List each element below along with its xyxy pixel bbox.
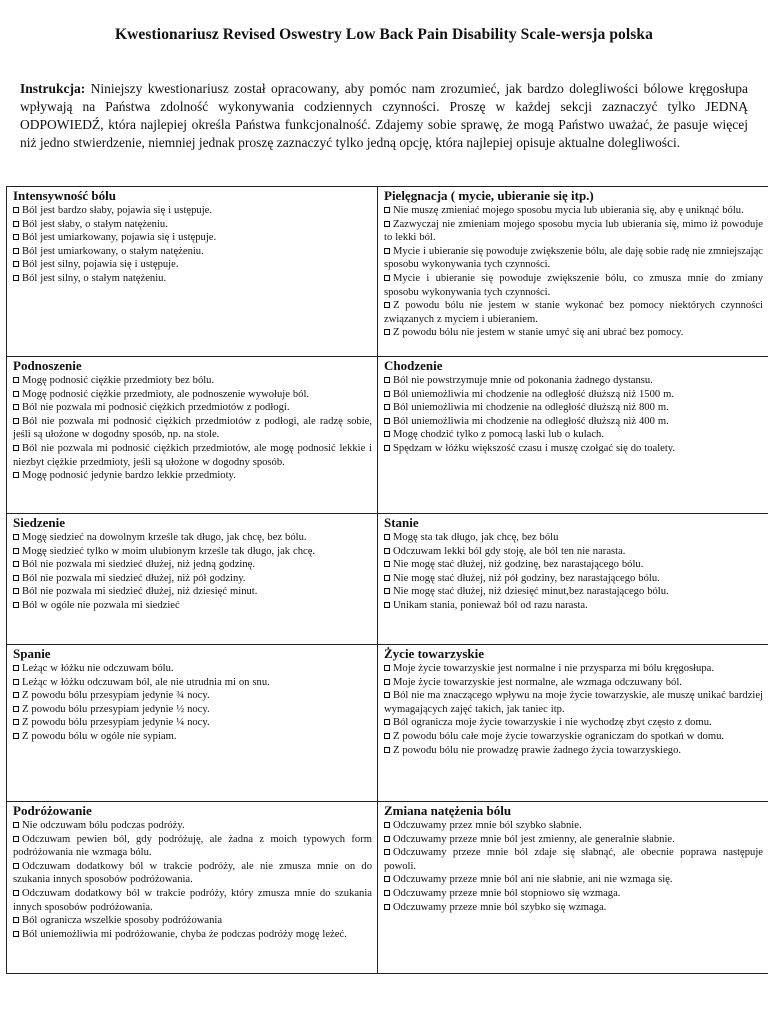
answer-option[interactable] — [13, 689, 372, 703]
answer-option[interactable] — [384, 730, 763, 744]
instructions-text: Niniejszy kwestionariusz został opracowany, aby pomóc nam zrozumieć, jak bardzo dolegliwości bólowe kręgosłupa wpływają na Państwa zdolność wykonywania codziennych czynności. Proszę w każdej sekcji zaznaczyć tylko JEDNĄ ODPOWIEDŹ, która najlepiej określa Państwa funkcjonalność. Zdajemy sobie sprawę, że mogą Państwo uważać, że pasuje więcej niż jedno stwierdzenie, niemniej jednak proszę zaznaczyć tylko jedną opcję, która najlepiej opisuje aktualne dolegliwości. — [20, 81, 749, 150]
answer-option-text: Mogę chodzić tylko z pomocą laski lub o kulach. — [393, 429, 604, 441]
checkbox-icon[interactable] — [13, 534, 19, 540]
answer-option[interactable] — [384, 585, 763, 599]
answer-option[interactable] — [13, 730, 372, 744]
answer-option-text: Leżąc w łóżku nie odczuwam bólu. — [22, 663, 174, 674]
answer-option[interactable] — [13, 716, 372, 730]
checkbox-icon[interactable] — [384, 679, 390, 685]
checkbox-icon[interactable] — [13, 706, 19, 712]
checkbox-icon[interactable] — [384, 588, 390, 594]
answer-option-text: Ból nie ma znaczącego wpływu na moje życie towarzyskie, ale muszę unikać bardziej wymagających zajęć takich, jak taniec itp. — [384, 690, 763, 715]
answer-option-text: Ból nie powstrzymuje mnie od pokonania żadnego dystansu. — [393, 375, 653, 386]
checkbox-icon[interactable] — [13, 602, 19, 608]
answer-option-text: Odczuwamy przeze mnie ból jest zmienny, ale generalnie słabnie. — [393, 833, 675, 845]
section-title: Podróżowanie — [13, 803, 92, 818]
answer-option-text: Moje życie towarzyskie jest normalne, ale wzmaga odczuwany ból. — [393, 676, 682, 688]
checkbox-icon[interactable] — [13, 472, 19, 478]
answer-option-text: Mogę sta tak długo, jak chcę, bez bólu — [393, 532, 559, 543]
answer-option[interactable] — [13, 231, 372, 245]
answer-option-text: Moje życie towarzyskie jest normalne i nie przysparza mi bólu kręgosłupa. — [393, 663, 715, 674]
answer-option[interactable] — [384, 204, 763, 218]
answer-option[interactable] — [13, 585, 372, 599]
checkbox-icon[interactable] — [384, 733, 390, 739]
checkbox-icon[interactable] — [13, 679, 19, 685]
instructions-label: Instrukcja: — [20, 81, 86, 96]
answer-option-text: Nie mogę stać dłużej, niż godzinę, bez narastającego bólu. — [393, 559, 644, 571]
checkbox-icon[interactable] — [13, 275, 19, 281]
checkbox-icon[interactable] — [13, 377, 19, 383]
section-personal-care — [378, 187, 768, 357]
answer-option[interactable] — [384, 218, 763, 245]
checkbox-icon[interactable] — [384, 548, 390, 554]
checkbox-icon[interactable] — [13, 665, 19, 671]
checkbox-icon[interactable] — [384, 665, 390, 671]
checkbox-icon[interactable] — [384, 575, 390, 581]
answer-option[interactable] — [384, 531, 763, 545]
checkbox-icon[interactable] — [384, 418, 390, 424]
checkbox-icon[interactable] — [384, 747, 390, 753]
section-title: Zmiana natężenia bólu — [384, 803, 512, 818]
answer-option[interactable] — [384, 401, 763, 415]
checkbox-icon[interactable] — [384, 836, 390, 842]
answer-option-text: Z powodu bólu w ogóle nie sypiam. — [22, 730, 177, 742]
checkbox-icon[interactable] — [13, 548, 19, 554]
answer-option[interactable] — [384, 442, 763, 456]
checkbox-icon[interactable] — [384, 602, 390, 608]
checkbox-icon[interactable] — [13, 836, 19, 842]
answer-option[interactable] — [384, 689, 763, 716]
answer-option-text: Unikam stania, ponieważ ból od razu narasta. — [393, 599, 588, 611]
checkbox-icon[interactable] — [384, 445, 390, 451]
answer-option-text: Mogę podnosić jedynie bardzo lekkie przedmioty. — [22, 470, 236, 482]
answer-option[interactable] — [13, 401, 372, 415]
checkbox-icon[interactable] — [384, 248, 390, 254]
document-title: Kwestionariusz Revised Oswestry Low Back Pain Disability Scale-wersja polska — [114, 26, 654, 43]
answer-option-text: Nie mogę stać dłużej, niż dziesięć minut,bez narastającego bólu. — [393, 586, 669, 598]
section-title: Siedzenie — [13, 515, 65, 530]
checkbox-icon[interactable] — [13, 391, 19, 397]
checkbox-icon[interactable] — [384, 329, 390, 335]
checkbox-icon[interactable] — [384, 302, 390, 308]
checkbox-icon[interactable] — [13, 248, 19, 254]
answer-option-text: Ból nie pozwala mi siedzieć dłużej, niż jedną godzinę. — [22, 559, 256, 571]
answer-option[interactable] — [13, 572, 372, 586]
section-title: Podnoszenie — [13, 358, 82, 373]
answer-option-text: Nie odczuwam bólu podczas podróży. — [22, 820, 185, 831]
answer-option[interactable] — [384, 428, 763, 442]
answer-option-text: Z powodu bólu nie jestem w stanie umyć się ani ubrać bez pomocy. — [393, 327, 684, 339]
answer-option[interactable] — [384, 572, 763, 586]
answer-option[interactable] — [13, 531, 372, 545]
section-walking — [378, 357, 768, 514]
checkbox-icon[interactable] — [13, 561, 19, 567]
checkbox-icon[interactable] — [13, 890, 19, 896]
answer-option[interactable] — [13, 819, 372, 833]
checkbox-icon[interactable] — [384, 377, 390, 383]
answer-option-text: Ból jest umiarkowany, pojawia się i ustępuje. — [22, 232, 217, 244]
checkbox-icon[interactable] — [384, 221, 390, 227]
answer-option[interactable] — [13, 469, 372, 483]
answer-option-text: Odczuwamy przeze mnie ból szybko się wzmaga. — [393, 901, 607, 913]
checkbox-icon[interactable] — [384, 904, 390, 910]
answer-option-text: Spędzam w łóżku większość czasu i muszę czołgać się do toalety. — [393, 442, 676, 454]
checkbox-icon[interactable] — [384, 561, 390, 567]
answer-option[interactable] — [384, 272, 763, 299]
section-sitting — [7, 514, 378, 645]
checkbox-icon[interactable] — [384, 719, 390, 725]
answer-option-text: Ból nie pozwala mi podnosić ciężkich przedmiotów z podłogi. — [22, 402, 290, 414]
answer-option[interactable] — [13, 204, 372, 218]
answer-option-text: Odczuwamy przez mnie ból szybko słabnie. — [393, 820, 582, 831]
answer-option[interactable] — [13, 272, 372, 286]
answer-option-text: Mogę podnosić ciężkie przedmioty bez bólu. — [22, 375, 215, 386]
answer-option-text: Z powodu bólu nie jestem w stanie wykonać bez pomocy niektórych czynności związanych z myciem i ubieraniem. — [384, 300, 763, 325]
checkbox-icon[interactable] — [13, 404, 19, 410]
answer-option-text: Mogę podnosić ciężkie przedmioty, ale podnoszenie wywołuje ból. — [22, 388, 310, 400]
answer-option[interactable] — [13, 442, 372, 469]
checkbox-icon[interactable] — [13, 207, 19, 213]
answer-option-text: Mogę siedzieć tylko w moim ulubionym krześle tak długo, jak chcę. — [22, 545, 316, 557]
answer-option-text: Odczuwam pewien ból, gdy podróżuję, ale żadna z moich typowych form podróżowania nie wzmaga bólu. — [13, 833, 372, 859]
answer-option-text: Z powodu bólu nie prowadzę prawie żadnego życia towarzyskiego. — [393, 744, 682, 756]
answer-option-text: Ból ogranicza moje życie towarzyskie i nie wychodzę zbyt często z domu. — [393, 717, 712, 729]
answer-option[interactable] — [384, 558, 763, 572]
answer-option-text: Ból jest silny, o stałym natężeniu. — [22, 272, 167, 284]
answer-option[interactable] — [13, 218, 372, 232]
answer-option-text: Leżąc w łóżku odczuwam ból, ale nie utrudnia mi on snu. — [22, 676, 270, 688]
checkbox-icon[interactable] — [384, 275, 390, 281]
section-title: Życie towarzyskie — [384, 646, 485, 661]
answer-option-text: Z powodu bólu całe moje życie towarzyskie ograniczam do spotkań w domu. — [393, 730, 725, 742]
checkbox-icon[interactable] — [13, 445, 19, 451]
answer-option[interactable] — [13, 914, 372, 928]
answer-option-text: Mycie i ubieranie się powoduje zwiększenie bólu, ale daję sobie radę nie zmniejszając sposobu wykonywania tych czynności. — [384, 245, 763, 271]
answer-option-text: Odczuwamy przeze mnie ból stopniowo się wzmaga. — [393, 887, 621, 899]
answer-option-text: Ból jest umiarkowany, o stałym natężeniu. — [22, 245, 204, 257]
answer-option[interactable] — [384, 833, 763, 847]
section-title: Intensywność bólu — [13, 188, 116, 203]
answer-option-text: Odczuwam dodatkowy ból w trakcie podróży, który zmusza mnie do szukania innych sposobów podróżowania. — [13, 887, 372, 913]
checkbox-icon[interactable] — [384, 404, 390, 410]
answer-option[interactable] — [13, 415, 372, 442]
answer-option-text: Ból ogranicza wszelkie sposoby podróżowania — [22, 915, 223, 927]
answer-option[interactable] — [384, 415, 763, 429]
section-travelling — [7, 802, 378, 974]
checkbox-icon[interactable] — [384, 822, 390, 828]
section-standing — [378, 514, 768, 645]
checkbox-icon[interactable] — [384, 207, 390, 213]
checkbox-icon[interactable] — [384, 692, 390, 698]
answer-option[interactable] — [384, 299, 763, 326]
answer-option-text: Ból nie pozwala mi podnosić ciężkich przedmiotów, ale mogę podnosić lekkie i niezbyt ciężkie przedmioty, jeśli są ułożone w dogodny sposób. — [13, 442, 372, 468]
instructions — [20, 80, 748, 152]
answer-option[interactable] — [13, 374, 372, 388]
answer-option[interactable] — [13, 703, 372, 717]
section-lifting — [7, 357, 378, 514]
answer-option-text: Ból nie pozwala mi siedzieć dłużej, niż dziesięć minut. — [22, 586, 258, 598]
answer-option[interactable] — [384, 676, 763, 690]
checkbox-icon[interactable] — [13, 917, 19, 923]
answer-option[interactable] — [384, 388, 763, 402]
answer-option-text: Ból uniemożliwia mi chodzenie na odległość dłuższą niż 400 m. — [393, 415, 669, 427]
answer-option-text: Ból nie pozwala mi podnosić ciężkich przedmiotów z podłogi, ale radzę sobie, jeśli są ułożone w dogodny sposób, np. na stole. — [13, 415, 372, 441]
answer-option[interactable] — [13, 676, 372, 690]
answer-option[interactable] — [384, 819, 763, 833]
answer-option-text: Ból uniemożliwia mi chodzenie na odległość dłuższą niż 1500 m. — [393, 388, 675, 400]
checkbox-icon[interactable] — [384, 431, 390, 437]
sections-table — [6, 186, 768, 974]
checkbox-icon[interactable] — [13, 418, 19, 424]
answer-option[interactable] — [13, 860, 372, 887]
checkbox-icon[interactable] — [13, 822, 19, 828]
answer-option[interactable] — [384, 873, 763, 887]
section-title: Pielęgnacja ( mycie, ubieranie się itp.) — [384, 188, 594, 203]
answer-option-text: Odczuwamy przeze mnie ból ani nie słabnie, ani nie wzmaga się. — [393, 874, 673, 886]
checkbox-icon[interactable] — [384, 534, 390, 540]
answer-option[interactable] — [384, 374, 763, 388]
checkbox-icon[interactable] — [13, 733, 19, 739]
answer-option[interactable] — [384, 846, 763, 873]
checkbox-icon[interactable] — [13, 234, 19, 240]
checkbox-icon[interactable] — [384, 876, 390, 882]
checkbox-icon[interactable] — [13, 863, 19, 869]
answer-option-text: Nie mogę stać dłużej, niż pół godziny, bez narastającego bólu. — [393, 572, 660, 584]
answer-option-text: Odczuwam dodatkowy ból w trakcie podróży, ale nie zmusza mnie on do szukania innych sposobów podróżowania. — [13, 860, 372, 886]
answer-option-text: Mogę siedzieć na dowolnym krześle tak długo, jak chcę, bez bólu. — [22, 532, 307, 543]
checkbox-icon[interactable] — [13, 261, 19, 267]
section-title: Stanie — [384, 515, 419, 530]
answer-option-text: Z powodu bólu przesypiam jedynie ¼ nocy. — [22, 717, 210, 729]
answer-option-text: Ból jest bardzo słaby, pojawia się i ustępuje. — [22, 205, 212, 216]
answer-option-text: Ból uniemożliwia mi podróżowanie, chyba że podczas podróży mogę leżeć. — [22, 928, 347, 940]
answer-option[interactable] — [384, 326, 763, 340]
answer-option[interactable] — [13, 258, 372, 272]
section-sleeping — [7, 645, 378, 802]
answer-option[interactable] — [384, 716, 763, 730]
answer-option-text: Ból jest słaby, o stałym natężeniu. — [22, 218, 168, 230]
answer-option-text: Odczuwamy przeze mnie ból zdaje się słabnąć, ale obecnie poprawa następuje powoli. — [384, 847, 763, 872]
section-pain-change — [378, 802, 768, 974]
answer-option[interactable] — [13, 388, 372, 402]
answer-option[interactable] — [384, 901, 763, 915]
checkbox-icon[interactable] — [13, 588, 19, 594]
answer-option-text: Zazwyczaj nie zmieniam mojego sposobu mycia lub ubierania się, mimo iż powoduje to lekki ból. — [384, 218, 763, 244]
section-title: Chodzenie — [384, 358, 443, 373]
answer-option[interactable] — [13, 558, 372, 572]
answer-option-text: Ból w ogóle nie pozwala mi siedzieć — [22, 599, 180, 611]
answer-option[interactable] — [13, 833, 372, 860]
section-social-life — [378, 645, 768, 802]
answer-option[interactable] — [384, 545, 763, 559]
answer-option-text: Nie muszę zmieniać mojego sposobu mycia lub ubierania się, aby ę uniknąć bólu. — [393, 205, 744, 216]
checkbox-icon[interactable] — [13, 931, 19, 937]
answer-option[interactable] — [13, 662, 372, 676]
section-title: Spanie — [13, 646, 51, 661]
answer-option[interactable] — [384, 599, 763, 613]
checkbox-icon[interactable] — [13, 692, 19, 698]
answer-option[interactable] — [13, 928, 372, 942]
answer-option[interactable] — [384, 245, 763, 272]
answer-option-text: Mycie i ubieranie się powoduje zwiększenie bólu, co zmusza mnie do zmiany sposobu wykonywania tych czynności. — [384, 272, 763, 298]
answer-option-text: Z powodu bólu przesypiam jedynie ¾ nocy. — [22, 690, 210, 702]
answer-option[interactable] — [13, 245, 372, 259]
answer-option[interactable] — [384, 662, 763, 676]
answer-option-text: Z powodu bólu przesypiam jedynie ½ nocy. — [22, 703, 210, 715]
checkbox-icon[interactable] — [13, 719, 19, 725]
answer-option[interactable] — [13, 545, 372, 559]
answer-option[interactable] — [384, 744, 763, 758]
answer-option[interactable] — [13, 887, 372, 914]
checkbox-icon[interactable] — [384, 890, 390, 896]
answer-option[interactable] — [384, 887, 763, 901]
answer-option-text: Ból uniemożliwia mi chodzenie na odległość dłuższą niż 800 m. — [393, 402, 669, 414]
answer-option-text: Ból nie pozwala mi siedzieć dłużej, niż pół godziny. — [22, 572, 246, 584]
answer-option[interactable] — [13, 599, 372, 613]
answer-option-text: Odczuwam lekki ból gdy stoję, ale ból ten nie narasta. — [393, 545, 626, 557]
checkbox-icon[interactable] — [13, 221, 19, 227]
section-intensity — [7, 187, 378, 357]
checkbox-icon[interactable] — [384, 391, 390, 397]
checkbox-icon[interactable] — [13, 575, 19, 581]
answer-option-text: Ból jest silny, pojawia się i ustępuje. — [22, 259, 179, 271]
checkbox-icon[interactable] — [384, 849, 390, 855]
